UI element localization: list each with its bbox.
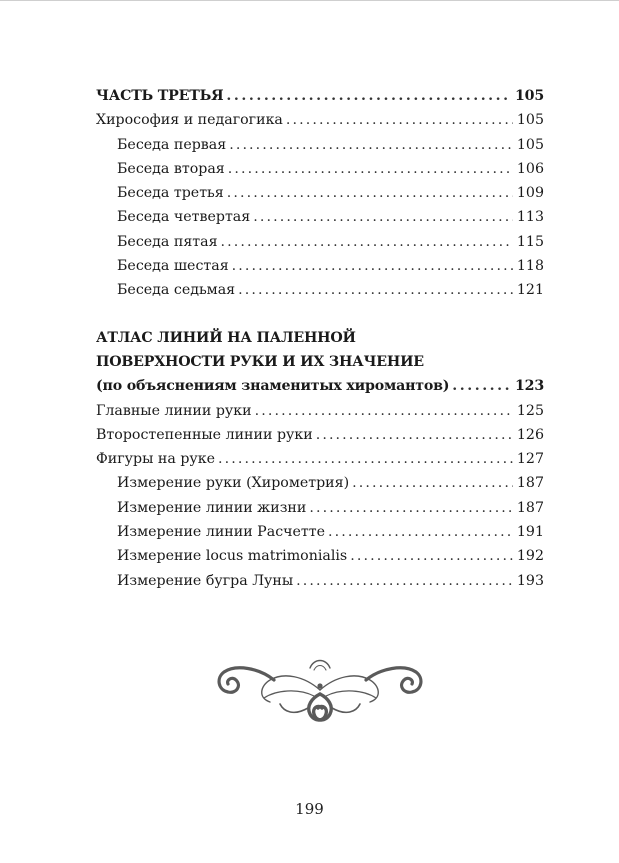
toc-leader-dots — [350, 544, 513, 568]
toc-entry-title: Измерение руки (Хирометрия) — [117, 475, 350, 492]
toc-heading-atlas-line2: ПОВЕРХНОСТИ РУКИ И ИХ ЗНАЧЕНИЕ — [96, 353, 424, 370]
toc-entry-page: 105 — [516, 136, 544, 153]
toc-entry[interactable] — [96, 496, 544, 520]
toc-entry[interactable] — [96, 205, 544, 229]
toc-entry-page: 187 — [516, 499, 544, 516]
toc-entry-title: Измерение линии жизни — [117, 499, 307, 516]
toc-leader-dots — [232, 254, 513, 278]
toc-entry-title: Измерение locus matrimonialis — [117, 548, 348, 565]
toc-entry[interactable] — [96, 230, 544, 254]
toc-entry-page: 105 — [516, 112, 544, 129]
toc-entry-title: Беседа пятая — [117, 233, 218, 250]
toc-entry-page: 113 — [516, 209, 544, 226]
toc-leader-dots — [452, 374, 511, 398]
toc-entry-page: 109 — [516, 185, 544, 202]
toc-heading-atlas[interactable] — [96, 374, 544, 398]
toc-entry[interactable] — [96, 520, 544, 544]
toc-leader-dots — [227, 181, 513, 205]
toc-entry[interactable] — [96, 157, 544, 181]
toc-entry-page: 127 — [516, 451, 544, 468]
toc-entry[interactable] — [96, 399, 544, 423]
toc-entry-page: 187 — [516, 475, 544, 492]
toc-entry[interactable] — [96, 447, 544, 471]
toc-entry-title: Хирософия и педагогика — [96, 112, 283, 129]
toc-entry-title: Беседа третья — [117, 185, 224, 202]
toc-leader-dots — [316, 423, 513, 447]
toc-entry[interactable] — [96, 181, 544, 205]
toc-entry[interactable] — [96, 544, 544, 568]
toc-leader-dots — [221, 230, 513, 254]
toc-entry-title: Второстепенные линии руки — [96, 426, 313, 443]
toc-heading-page: 123 — [514, 378, 544, 395]
toc-entry-page: 192 — [516, 548, 544, 565]
toc-leader-dots — [255, 399, 513, 423]
toc-leader-dots — [226, 84, 511, 108]
toc-entry[interactable] — [96, 278, 544, 302]
toc-leader-dots — [352, 471, 513, 495]
toc-leader-dots — [328, 520, 513, 544]
toc-entry-page: 126 — [516, 426, 544, 443]
toc-entry-page: 191 — [516, 524, 544, 541]
toc-leader-dots — [229, 133, 513, 157]
toc-heading-atlas-line1: АТЛАС ЛИНИЙ НА ПАЛЕННОЙ — [96, 329, 356, 346]
toc-entry-page: 115 — [516, 233, 544, 250]
decorative-scroll-ornament-icon — [214, 650, 426, 728]
toc-leader-dots — [309, 496, 513, 520]
toc-heading-title: (по объяснениям знаменитых хиромантов) — [96, 378, 450, 395]
toc-heading-page: 105 — [514, 88, 544, 104]
toc-entry-title: Главные линии руки — [96, 402, 252, 419]
toc-leader-dots — [286, 108, 513, 132]
toc-entry-title: Беседа первая — [117, 136, 227, 153]
toc-entry[interactable] — [96, 133, 544, 157]
toc-heading-part-three[interactable] — [96, 84, 544, 108]
toc-entry-page: 106 — [516, 160, 544, 177]
toc-entry[interactable] — [96, 108, 544, 132]
table-of-contents — [96, 84, 544, 593]
toc-entry-page: 125 — [516, 402, 544, 419]
page-number: 199 — [295, 800, 324, 818]
toc-leader-dots — [238, 278, 513, 302]
toc-entry-title: Беседа вторая — [117, 160, 225, 177]
section-spacer — [96, 303, 544, 326]
toc-leader-dots — [296, 569, 513, 593]
toc-entry[interactable] — [96, 471, 544, 495]
toc-entry-page: 121 — [516, 282, 544, 299]
toc-entry-title: Беседа шестая — [117, 258, 229, 275]
toc-entry-title: Беседа седьмая — [117, 282, 236, 299]
toc-entry[interactable] — [96, 423, 544, 447]
toc-entry-page: 118 — [516, 258, 544, 275]
toc-entry[interactable] — [96, 254, 544, 278]
top-border — [0, 0, 619, 1]
toc-entry-title: Беседа четвертая — [117, 209, 251, 226]
toc-leader-dots — [228, 157, 513, 181]
toc-leader-dots — [253, 205, 513, 229]
toc-entry[interactable] — [96, 569, 544, 593]
toc-entry-page: 193 — [516, 572, 544, 589]
toc-heading-title: ЧАСТЬ ТРЕТЬЯ — [96, 88, 224, 104]
toc-entry-title: Измерение бугра Луны — [117, 572, 294, 589]
toc-leader-dots — [218, 447, 513, 471]
toc-entry-title: Измерение линии Расчетте — [117, 524, 326, 541]
toc-entry-title: Фигуры на руке — [96, 451, 216, 468]
